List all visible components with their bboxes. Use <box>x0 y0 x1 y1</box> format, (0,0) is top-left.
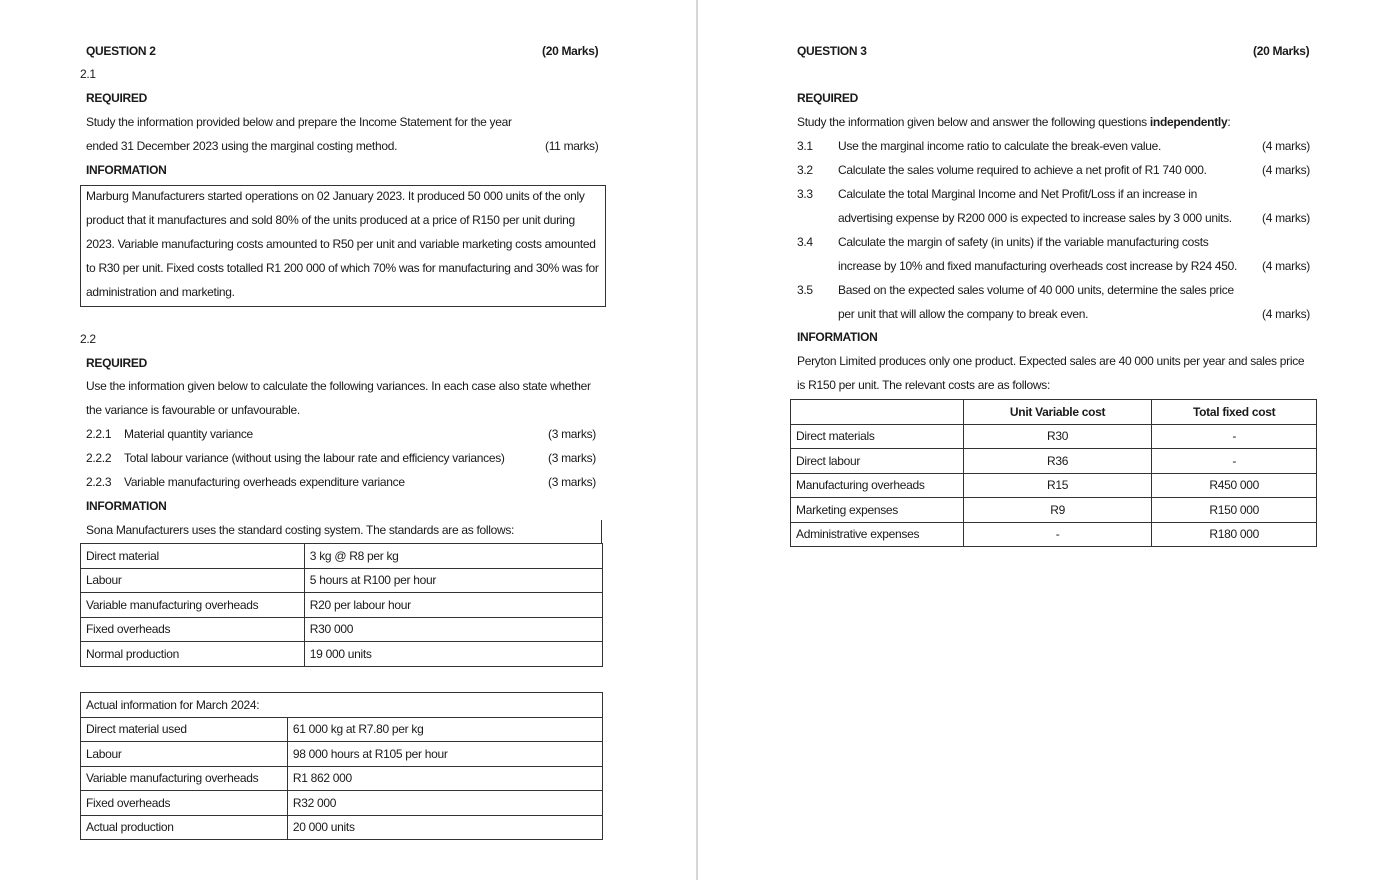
standard-label: Direct material <box>81 544 305 569</box>
question-3-information: INFORMATION <box>797 330 878 344</box>
table-row <box>791 449 1317 474</box>
cost-total-fixed: R150 000 <box>1152 498 1317 523</box>
page-divider <box>696 0 698 880</box>
question-3-4-marks: (4 marks) <box>1262 259 1310 273</box>
actual-value: 98 000 hours at R105 per hour <box>287 742 602 767</box>
question-3-3-marks: (4 marks) <box>1262 211 1310 225</box>
standard-value: R20 per labour hour <box>304 593 602 618</box>
item-2-2-2-text: Total labour variance (without using the labour rate and efficiency variances) <box>124 451 505 465</box>
information-text-line-1: Peryton Limited produces only one product. Expected sales are 40 000 units per year and sales price <box>797 354 1305 368</box>
cost-item: Administrative expenses <box>791 522 964 547</box>
intro-bold-text: independently <box>1149 115 1228 129</box>
question-3-1-text: Use the marginal income ratio to calculate the break-even value. <box>838 139 1161 153</box>
section-2-1-text-line-1: Study the information provided below and prepare the Income Statement for the year <box>86 115 512 129</box>
item-2-2-2-number: 2.2.2 <box>86 451 112 465</box>
table-row <box>81 617 603 642</box>
table-row <box>81 593 603 618</box>
actual-information-title: Actual information for March 2024: <box>81 693 603 718</box>
table-row <box>81 766 603 791</box>
section-2-2-text-line-2: the variance is favourable or unfavourable. <box>86 403 300 417</box>
section-2-2-required: REQUIRED <box>86 356 147 370</box>
table-row <box>81 693 603 718</box>
cost-item: Marketing expenses <box>791 498 964 523</box>
table-row <box>81 815 603 840</box>
intro-suffix: : <box>1227 115 1231 129</box>
standard-value: R30 000 <box>304 617 602 642</box>
item-2-2-1-marks: (3 marks) <box>548 427 596 441</box>
section-2-1-information: INFORMATION <box>86 163 167 177</box>
question-3-title: QUESTION 3 <box>797 44 867 58</box>
table-row <box>791 473 1317 498</box>
question-3-5-number: 3.5 <box>797 283 813 297</box>
information-text-line-2: is R150 per unit. The relevant costs are as follows: <box>797 378 1050 392</box>
question-3-2-text: Calculate the sales volume required to achieve a net profit of R1 740 000. <box>838 163 1207 177</box>
question-3-3-text-line-1: Calculate the total Marginal Income and Net Profit/Loss if an increase in <box>838 187 1197 201</box>
standards-intro-border <box>601 520 602 544</box>
question-3-marks: (20 Marks) <box>1253 44 1310 58</box>
table-row <box>791 498 1317 523</box>
table-row <box>81 544 603 569</box>
section-2-2-number: 2.2 <box>80 332 96 346</box>
question-3-3-text-line-2: advertising expense by R200 000 is expected to increase sales by 3 000 units. <box>838 211 1232 225</box>
cost-total-fixed: - <box>1152 449 1317 474</box>
info-box-line: administration and marketing. <box>86 285 235 299</box>
cost-total-fixed: R450 000 <box>1152 473 1317 498</box>
table-row <box>81 568 603 593</box>
standard-value: 3 kg @ R8 per kg <box>304 544 602 569</box>
standard-label: Normal production <box>81 642 305 667</box>
question-3-2-number: 3.2 <box>797 163 813 177</box>
section-2-1-required: REQUIRED <box>86 91 147 105</box>
standard-value: 5 hours at R100 per hour <box>304 568 602 593</box>
table-row <box>791 522 1317 547</box>
section-2-2-information: INFORMATION <box>86 499 167 513</box>
standards-intro: Sona Manufacturers uses the standard costing system. The standards are as follows: <box>86 523 515 537</box>
info-box-line: product that it manufactures and sold 80% of the units produced at a price of R150 per unit during <box>86 213 575 227</box>
cost-header-total-fixed: Total fixed cost <box>1152 400 1317 425</box>
cost-table <box>790 399 1317 547</box>
actual-label: Direct material used <box>81 717 288 742</box>
marburg-information-box <box>80 185 606 307</box>
item-2-2-2-marks: (3 marks) <box>548 451 596 465</box>
actual-label: Labour <box>81 742 288 767</box>
cost-unit-variable: R30 <box>963 424 1152 449</box>
question-3-5-text-line-2: per unit that will allow the company to break even. <box>838 307 1089 321</box>
table-row <box>81 717 603 742</box>
item-2-2-3-number: 2.2.3 <box>86 475 112 489</box>
table-row <box>81 742 603 767</box>
standards-table <box>80 543 603 667</box>
question-3-intro <box>797 115 1230 129</box>
question-3-3-number: 3.3 <box>797 187 813 201</box>
cost-unit-variable: R9 <box>963 498 1152 523</box>
item-2-2-3-marks: (3 marks) <box>548 475 596 489</box>
info-box-line: 2023. Variable manufacturing costs amounted to R50 per unit and variable marketing costs amounted <box>86 237 596 251</box>
cost-item: Direct materials <box>791 424 964 449</box>
table-row <box>81 642 603 667</box>
section-2-1-number: 2.1 <box>80 67 96 81</box>
table-row <box>81 791 603 816</box>
section-2-1-text-line-2: ended 31 December 2023 using the marginal costing method. <box>86 139 398 153</box>
question-3-1-marks: (4 marks) <box>1262 139 1310 153</box>
item-2-2-3-text: Variable manufacturing overheads expenditure variance <box>124 475 405 489</box>
actual-value: 20 000 units <box>287 815 602 840</box>
info-box-line: to R30 per unit. Fixed costs totalled R1 200 000 of which 70% was for manufacturing and 30% was for <box>86 261 599 275</box>
actual-label: Actual production <box>81 815 288 840</box>
actual-information-table <box>80 692 603 840</box>
table-row <box>791 424 1317 449</box>
standard-label: Fixed overheads <box>81 617 305 642</box>
section-2-1-marks: (11 marks) <box>545 139 599 153</box>
item-2-2-1-number: 2.2.1 <box>86 427 112 441</box>
item-2-2-1-text: Material quantity variance <box>124 427 253 441</box>
question-3-4-number: 3.4 <box>797 235 813 249</box>
question-3-4-text-line-1: Calculate the margin of safety (in units) if the variable manufacturing costs <box>838 235 1209 249</box>
question-3-4-text-line-2: increase by 10% and fixed manufacturing overheads cost increase by R24 450. <box>838 259 1238 273</box>
section-2-2-text-line-1: Use the information given below to calculate the following variances. In each case also state whether <box>86 379 591 393</box>
cost-total-fixed: R180 000 <box>1152 522 1317 547</box>
question-2-marks: (20 Marks) <box>542 44 599 58</box>
cost-unit-variable: R36 <box>963 449 1152 474</box>
actual-value: R32 000 <box>287 791 602 816</box>
actual-value: 61 000 kg at R7.80 per kg <box>287 717 602 742</box>
actual-label: Fixed overheads <box>81 791 288 816</box>
question-3-1-number: 3.1 <box>797 139 813 153</box>
cost-unit-variable: - <box>963 522 1152 547</box>
intro-text: Study the information given below and answer the following questions <box>797 115 1150 129</box>
cost-header-blank <box>791 400 964 425</box>
cost-item: Manufacturing overheads <box>791 473 964 498</box>
standard-value: 19 000 units <box>304 642 602 667</box>
question-3-5-marks: (4 marks) <box>1262 307 1310 321</box>
table-header-row <box>791 400 1317 425</box>
cost-total-fixed: - <box>1152 424 1317 449</box>
actual-value: R1 862 000 <box>287 766 602 791</box>
cost-item: Direct labour <box>791 449 964 474</box>
question-3-5-text-line-1: Based on the expected sales volume of 40 000 units, determine the sales price <box>838 283 1234 297</box>
question-2-title: QUESTION 2 <box>86 44 156 58</box>
question-3-required: REQUIRED <box>797 91 858 105</box>
actual-label: Variable manufacturing overheads <box>81 766 288 791</box>
cost-unit-variable: R15 <box>963 473 1152 498</box>
standard-label: Labour <box>81 568 305 593</box>
standard-label: Variable manufacturing overheads <box>81 593 305 618</box>
question-3-2-marks: (4 marks) <box>1262 163 1310 177</box>
cost-header-unit-variable: Unit Variable cost <box>963 400 1152 425</box>
info-box-line: Marburg Manufacturers started operations on 02 January 2023. It produced 50 000 units of the only <box>86 189 585 203</box>
